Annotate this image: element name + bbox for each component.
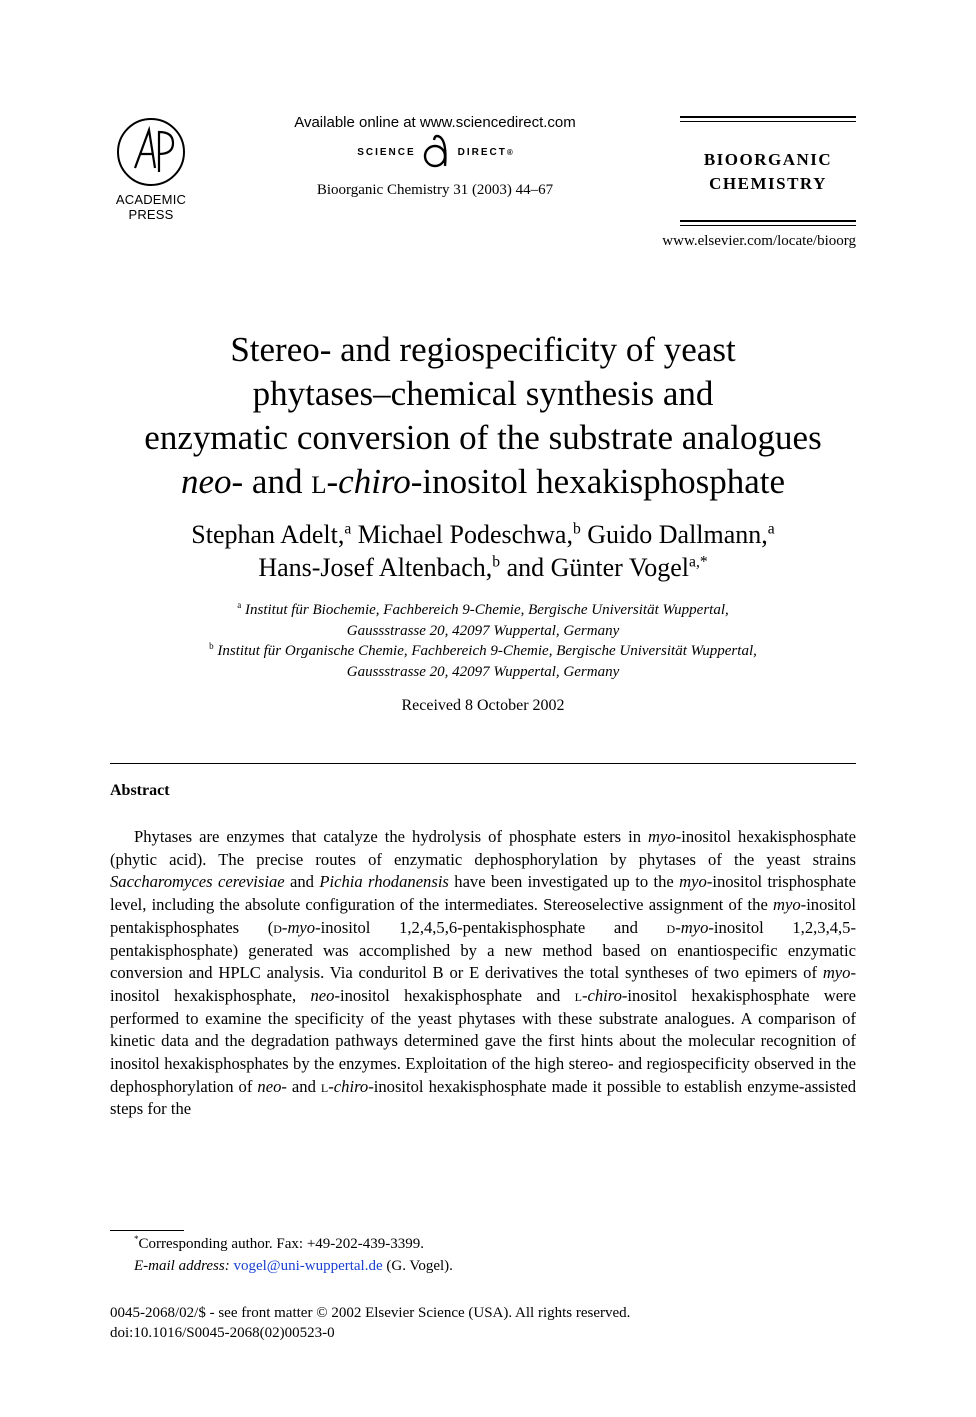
affiliations: $^a$ Institut für Biochemie, Fachbereich 9-Chemie, Bergische Universität Wuppertal, Gaussstrasse 20, 42097 Wuppertal, Germany $^b$ Institut für Organische Chemie, Fachbereich 9-Chemie, Bergische Universität Wuppertal, Gaussstrasse 20, 42097 Wuppertal, Germany <box>209 600 757 680</box>
publisher-logo <box>110 116 192 222</box>
publisher-name: ACADEMIC PRESS <box>115 192 187 222</box>
received-date: Received 8 October 2002 <box>401 697 565 714</box>
copyright-block: 0045-2068/02/$ - see front matter © 2002 Elsevier Science (USA). All rights reserved. doi:10.1016/S0045-2068(02)00523-0 <box>110 1305 631 1341</box>
author-name: and Günter Vogel <box>500 553 690 582</box>
journal-name-box <box>680 116 856 226</box>
direct-word: DIRECT <box>457 146 507 158</box>
journal-name: BIOORGANIC CHEMISTRY <box>703 150 833 193</box>
sciencedirect-logo <box>280 134 590 170</box>
registered-mark: ® <box>506 147 513 157</box>
section-divider <box>110 763 856 764</box>
bottom-double-rule <box>680 220 856 226</box>
sciencedirect-d-icon <box>420 134 454 170</box>
email-link[interactable]: vogel@uni-wuppertal.de <box>233 1258 383 1274</box>
author-name: Stephan Adelt, <box>191 520 345 549</box>
author-name: Michael Podeschwa, <box>351 520 573 549</box>
journal-citation: Bioorganic Chemistry 31 (2003) 44–67 <box>316 182 554 198</box>
journal-url[interactable]: www.elsevier.com/locate/bioorg <box>662 233 856 249</box>
available-online-text: Available online at www.sciencedirect.com <box>294 114 576 131</box>
author-name: Guido Dallmann, <box>580 520 768 549</box>
author-list: Stephan Adelt,$^a$ Michael Podeschwa,$^b$ Guido Dallmann,$^a$ Hans-Josef Altenbach,$^b$ and Günter Vogel$^{a,*}$ <box>191 520 775 582</box>
abstract-heading: Abstract <box>110 782 170 799</box>
abstract-body: Phytases are enzymes that catalyze the hydrolysis of phosphate esters in myo-inositol hexakisphosphate (phytic acid). The precise routes of enzymatic dephosphorylation by phytases of the yeast strains Saccharomyces cerevisiae and Pichia rhodanensis have been investigated up to the myo-inositol trisphosphate level, including the absolute configuration of the intermediates. Stereoselective assignment of the myo-inositol pentakisphosphates (d-myo-inositol 1,2,4,5,6-pentakisphosphate and d-myo-inositol 1,2,3,4,5-pentakisphosphate) generated was accomplished by a new method based on enantiospecific enzymatic conversion and HPLC analysis. Via conduritol B or E derivatives the total syntheses of two epimers of myo-inositol hexakisphosphate, neo-inositol hexakisphosphate and l-chiro-inositol hexakisphosphate were performed to examine the specificity of the yeast phytases with these substrate analogues. A comparison of kinetic data and the degradation pathways determined gave the first hints about the molecular recognition of inositol hexakisphosphates by the enzymes. Exploitation of the high stereo- and regiospecificity observed in the dephosphorylation of neo- and l-chiro-inositol hexakisphosphate made it possible to establish enzyme-assisted steps for the <box>110 827 856 1119</box>
science-word: SCIENCE <box>357 146 416 158</box>
email-note: E-mail address: vogel@uni-wuppertal.de (G. Vogel). <box>134 1258 453 1274</box>
article-title: Stereo- and regiospecificity of yeast phytases–chemical synthesis and enzymatic conversion of the substrate analogues neo- and l-chiro-inositol hexakisphosphate <box>144 330 822 501</box>
header-center <box>280 114 590 199</box>
academic-press-logo-icon <box>115 116 187 188</box>
author-name: Hans-Josef Altenbach, <box>258 553 493 582</box>
corresponding-author-note: *Corresponding author. Fax: +49-202-439-3399. <box>134 1234 425 1252</box>
footnote-rule <box>110 1230 184 1231</box>
